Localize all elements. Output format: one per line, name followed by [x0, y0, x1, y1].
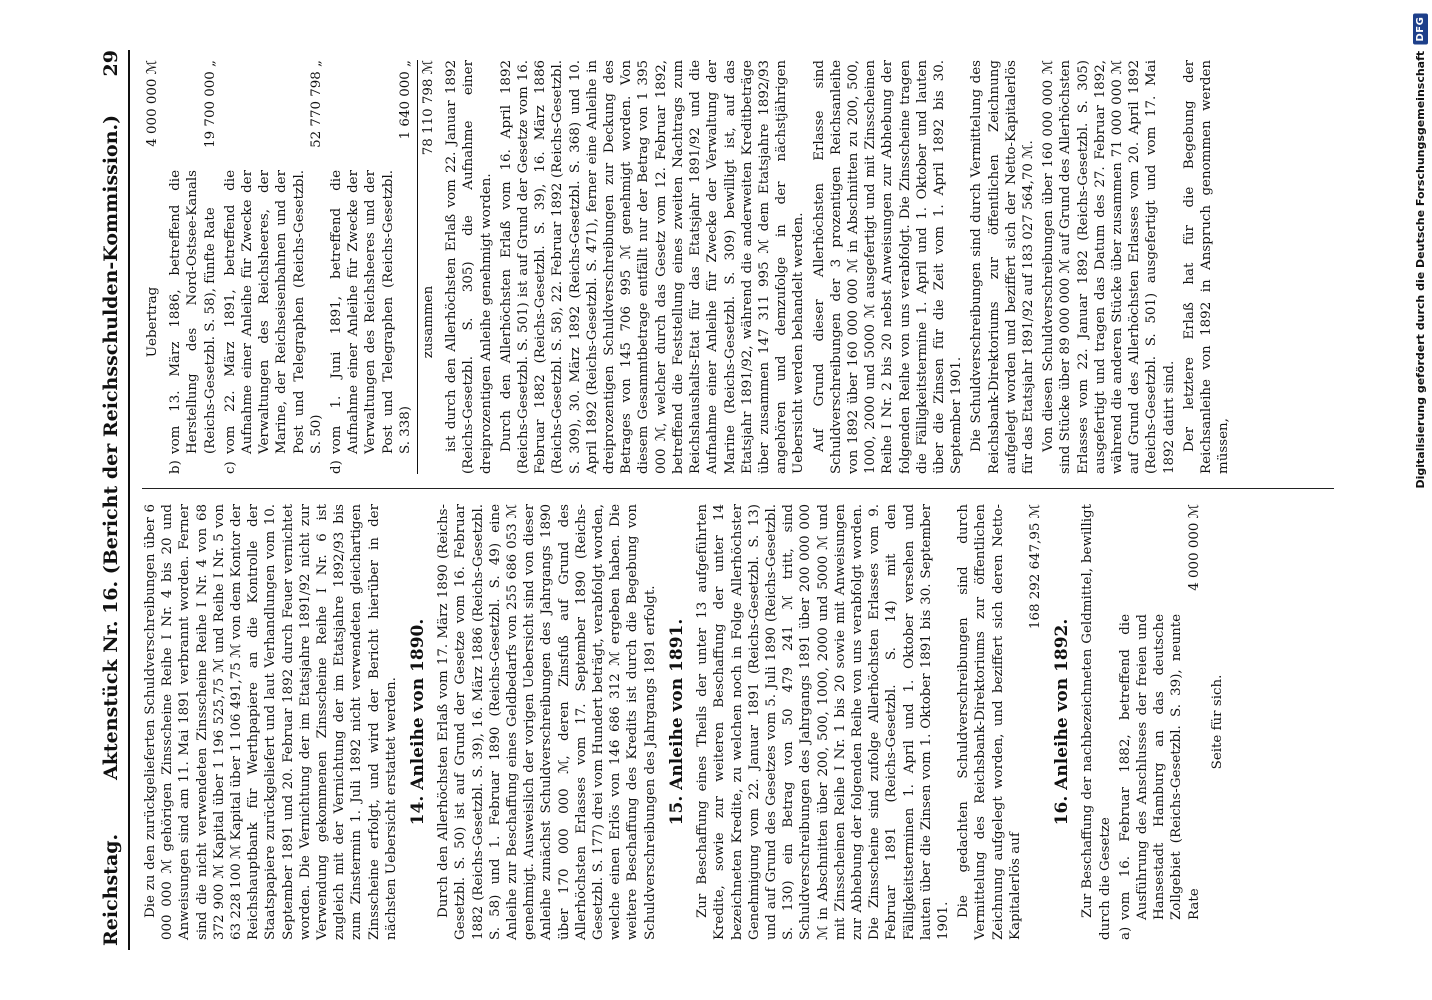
list-item-b: [167, 60, 219, 474]
total-row: [420, 60, 437, 474]
item-text: vom 1. Juni 1891, betreffend die Aufnahme einer Anleihe für Zwecke der Verwaltungen des Reichsheeres und der Post und Telegraphen (Reichs-Gesetzbl. S. 338): [329, 170, 413, 454]
amount-15: 168 292 647,95 ℳ: [1027, 504, 1043, 630]
paragraph: Durch den Allerhöchsten Erlaß vom 16. April 1892 (Reichs-Gesetzbl. S. 501) ist auf Grund der Gesetze vom 16. Februar 1882 (Reichs-Gesetzbl. S. 39), 16. März 1886 (Reichs-Gesetzbl. S. 58), 22. Februar 1892 (Reichs-Gesetzbl. S. 309), 30. März 1892 (Reichs-Gesetzbl. S. 368) und 10. April 1892 (Reichs-Gesetzbl. S. 471), ferner eine Anleihe in dreiprozentigen Schuldverschreibungen zur Deckung des Betrages von 145 706 995 ℳ genehmigt worden. Von diesem Gesammtbetrage entfällt nur der Betrag von 1 395 000 ℳ, welcher durch das Gesetz vom 12. Februar 1892, betreffend die Feststellung eines zweiten Nachtrags zum Reichshaushalts-Etat für das Etatsjahr 1891/92 und die Aufnahme einer Anleihe für Zwecke der Verwaltung der Marine (Reichs-Gesetzbl. S. 309) bewilligt ist, auf das Etatsjahr 1891/92, während die anderweiten Kreditbeträge über zusammen 147 311 995 ℳ dem Etatsjahre 1892/93 angehören und demzufolge in der nächstjährigen Uebersicht werden behandelt werden.: [498, 60, 807, 474]
paragraph: Durch den Allerhöchsten Erlaß vom 17. März 1890 (Reichs-Gesetzbl. S. 50) ist auf Grund der Gesetze vom 16. Februar 1882 (Reichs-Gesetzbl. S. 39), 16. März 1886 (Reichs-Gesetzbl. S. 58) und 1. Februar 1890 (Reichs-Gesetzbl. S. 49) eine Anleihe zur Beschaffung eines Geldbedarfs von 255 686 053 ℳ genehmigt. Ausweislich der vorigen Uebersicht sind von dieser Anleihe zunächst Schuldverschreibungen des Jahrgangs 1890 über 170 000 000 ℳ, deren Zinsfuß auf Grund des Allerhöchsten Erlasses vom 17. September 1890 (Reichs-Gesetzbl. S. 177) drei vom Hundert beträgt, verabfolgt worden, welche einen Erlös von 146 686 312 ℳ ergeben haben. Die weitere Beschaffung des Kredits ist durch die Begebung von Schuldverschreibungen des Jahrgangs 1891 erfolgt.: [436, 504, 658, 940]
section-heading-15: 15. Anleihe von 1891.: [666, 618, 687, 826]
item-letter: d): [329, 460, 345, 474]
dfg-logo: DFG: [1413, 14, 1428, 45]
document-page: [58, 20, 1374, 980]
column-divider: [142, 488, 1334, 489]
left-column: [142, 504, 1334, 940]
carry-amount: 4 000 000 ℳ: [145, 60, 160, 147]
item-amount: 4 000 000 ℳ: [1186, 504, 1202, 591]
page-header: [94, 50, 130, 950]
total-amount: 78 110 798 ℳ: [421, 60, 437, 156]
digitization-watermark: [1413, 14, 1428, 489]
item-letter: b): [168, 460, 184, 474]
paragraph: Die zu den zurückgelieferten Schuldverschreibungen über 6 000 000 ℳ gehörigen Zinsscheine Reihe I Nr. 4 bis 20 und Anweisungen sind am 11. Mai 1891 verbrannt worden. Ferner sind die nicht verwendeten Zinsscheine Reihe I Nr. 4 von 68 372 900 ℳ Kapital über 1 196 525,75 ℳ und Reihe I Nr. 5 von 63 228 100 ℳ Kapital über 1 106 491,75 ℳ von dem Kontor der Reichshauptbank für Werthpapiere an die Kontrolle der Staatspapiere zurückgeliefert und laut Verhandlungen vom 10. September 1891 und 20. Februar 1892 durch Feuer vernichtet worden. Die Vernichtung der im Etatsjahre 1891/92 nicht zur Verwendung gekommenen Zinsscheine Reihe I Nr. 6 ist zugleich mit der Vernichtung der im Etatsjahre 1892/93 bis zum Zinstermin 1. Juli 1892 nicht verwendeten gleichartigen Zinsscheine erfolgt, und wird der Bericht hierüber in der nächsten Uebersicht erstattet werden.: [143, 504, 399, 940]
section-heading-16: 16. Anleihe von 1892.: [1052, 618, 1073, 826]
carry-over-row: [144, 60, 161, 474]
item-letter: a): [1117, 926, 1133, 940]
carry-label: Uebertrag: [145, 286, 160, 358]
item-text: vom 13. März 1886, betreffend die Herstellung des Nord-Ostsee-Kanals (Reichs-Gesetzbl. S. 58), fünfte Rate: [168, 170, 218, 454]
item-letter: c): [222, 461, 238, 474]
item-amount: 19 700 000 „: [202, 60, 218, 148]
paragraph: Auf Grund dieser Allerhöchsten Erlasse sind Schuldverschreibungen der 3 prozentigen Reichsanleihe von 1892 über 160 000 000 ℳ in Abschnitten zu 200, 500, 1000, 2000 und 5000 ℳ ausgefertigt und mit Zinsscheinen Reihe I Nr. 2 bis 20 nebst Anweisungen zur Abhebung der folgenden Reihe von uns verabfolgt. Die Zinsscheine tragen die Fälligkeitstermine 1. April und 1. Oktober und lauten über die Zinsen für die Zeit vom 1. April 1892 bis 30. September 1901.: [811, 60, 965, 474]
item-text: vom 22. März 1891, betreffend die Aufnahme einer Anleihe für Zwecke der Verwaltungen des Reichsheeres, der Marine, der Reichseisenbahnen und der Post und Telegraphen (Reichs-Gesetzbl. S. 50): [222, 170, 324, 454]
section-heading-14: 14. Anleihe von 1890.: [408, 618, 429, 826]
item-text: vom 16. Februar 1882, betreffend die Ausführung des Anschlusses der freien und Hansestadt Hamburg an das deutsche Zollgebiet (Reichs-Gesetzbl. S. 39), neunte Rate: [1117, 614, 1202, 920]
paragraph: ist durch den Allerhöchsten Erlaß vom 22. Januar 1892 (Reichs-Gesetzbl. S. 305) die Aufnahme einer dreiprozentigen Anleihe genehmigt worden.: [444, 60, 494, 474]
paragraph: Die gedachten Schuldverschreibungen sind durch Vermittelung des Reichsbank-Direktoriums zur öffentlichen Zeichnung aufgelegt worden, und beziffert sich deren Netto-Kapitalerlös auf: [956, 504, 1023, 940]
paragraph: Von diesen Schuldverschreibungen über 160 000 000 ℳ sind Stücke über 89 000 000 ℳ auf Grund des Allerhöchsten Erlasses vom 22. Januar 1892 (Reichs-Gesetzbl. S. 305) ausgefertigt und tragen das Datum des 27. Februar 1892, während die anderen Stücke über zusammen 71 000 000 ℳ auf Grund des Allerhöchsten Erlasses vom 20. April 1892 (Reichs-Gesetzbl. S. 501) ausgefertigt und vom 17. Mai 1892 datirt sind.: [1041, 60, 1177, 474]
item-amount: 52 770 798 „: [308, 60, 324, 148]
list-item-a: [1117, 504, 1203, 940]
item-amount: 1 640 000 „: [397, 60, 413, 140]
page-number: 29: [100, 50, 122, 77]
watermark-text: Digitalisierung gefördert durch die Deutsche Forschungsgemeinschaft: [1414, 50, 1427, 489]
paragraph: Zur Beschaffung der nachbezeichneten Geldmittel, bewilligt durch die Gesetze: [1080, 504, 1113, 940]
paragraph: Der letztere Erlaß hat für die Begebung der Reichsanleihe von 1892 in Anspruch genommen werden müssen,: [1181, 60, 1232, 474]
sum-rule: [417, 60, 418, 474]
paragraph: Zur Beschaffung eines Theils der unter 13 aufgeführten Kredite, sowie zur weiteren Beschaffung der unter 14 bezeichneten Kredite, zu welchen noch in Folge Allerhöchster Genehmigung vom 22. Januar 1891 (Reichs-Gesetzbl. S. 13) und auf Grund des Gesetzes vom 5. Juli 1890 (Reichs-Gesetzbl. S. 130) ein Betrag von 50 479 241 ℳ tritt, sind Schuldverschreibungen des Jahrgangs 1891 über 200 000 000 ℳ in Abschnitten über 200, 500, 1000, 2000 und 5000 ℳ und mit Zinsscheinen Reihe I Nr. 1 bis 20 sowie mit Anweisungen zur Abhebung der folgenden Reihe von uns verabfolgt worden. Die Zinsscheine sind zufolge Allerhöchsten Erlasses vom 9. Februar 1891 (Reichs-Gesetzbl. S. 14) mit den Fälligkeitsterminen 1. April und 1. Oktober versehen und lauten über die Zinsen vom 1. Oktober 1891 bis 30. September 1901.: [695, 504, 951, 940]
header-left: Reichstag.: [100, 833, 122, 946]
right-column: [142, 60, 1334, 474]
column-footer: Seite für sich.: [1209, 674, 1225, 770]
paragraph: Die Schuldverschreibungen sind durch Vermittelung des Reichsbank-Direktoriums zur öffentlichen Zeichnung aufgelegt worden und beziffert sich der Netto-Kapitalerlös für das Etatsjahr 1891/92 auf 183 027 564,70 ℳ.: [969, 60, 1036, 474]
list-item-d: [328, 60, 414, 474]
total-label: zusammen: [421, 285, 437, 359]
header-title: Aktenstück Nr. 16. (Bericht der Reichsschulden-Kommission.): [100, 114, 122, 780]
text-columns: [142, 60, 1334, 940]
list-item-c: [222, 60, 325, 474]
